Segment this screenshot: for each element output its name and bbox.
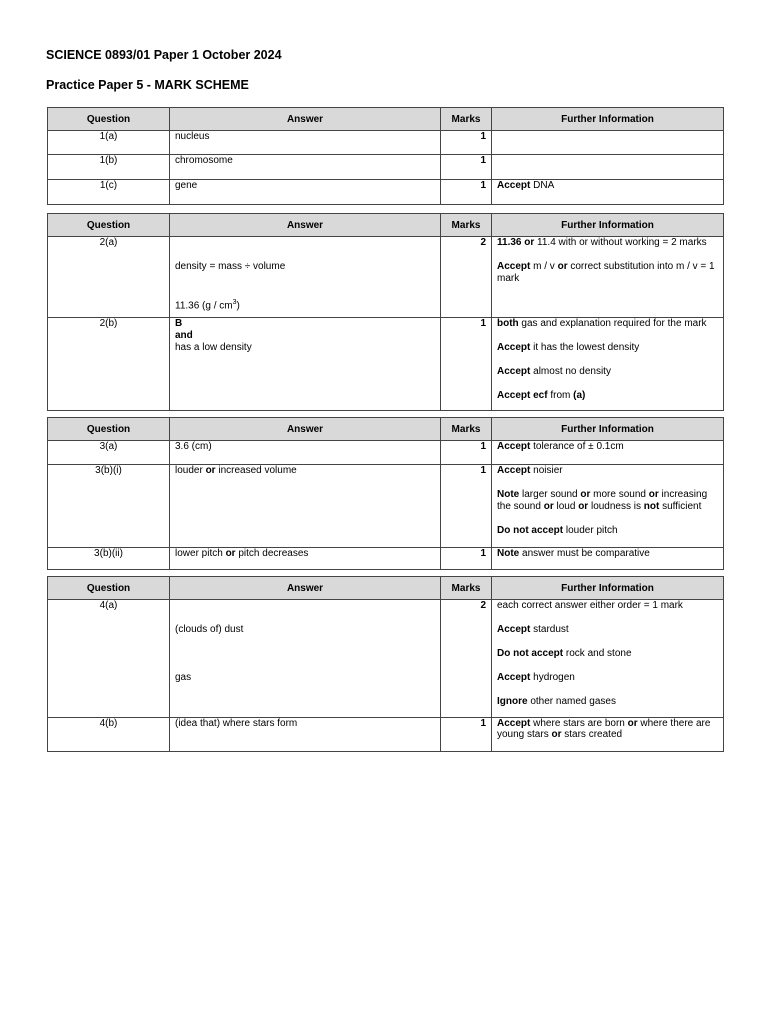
further-info-cell: Accept noisier Note larger sound or more sound or increasing the sound or loud or loudness is not sufficient Do not accept louder pitch (492, 465, 724, 548)
column-header-further-information: Further Information (492, 577, 724, 600)
column-header-marks: Marks (441, 577, 492, 600)
question-number: 4(b) (48, 718, 170, 752)
marks-cell: 1 (441, 180, 492, 205)
column-header-marks: Marks (441, 418, 492, 441)
marks-cell: 2 (441, 237, 492, 318)
marks-cell: 1 (441, 318, 492, 411)
table-header-row (48, 108, 724, 131)
mark-scheme-table-2 (47, 213, 724, 411)
further-info-cell: Accept where stars are born or where there are young stars or stars created (492, 718, 724, 752)
further-info-cell: Accept tolerance of ± 0.1cm (492, 441, 724, 465)
table-row (48, 180, 724, 205)
further-info-cell: 11.36 or 11.4 with or without working = 2 marks Accept m / v or correct substitution into m / v = 1 mark (492, 237, 724, 318)
question-number: 1(a) (48, 131, 170, 155)
answer-cell: B and has a low density (170, 318, 441, 411)
column-header-further-information: Further Information (492, 108, 724, 131)
table-row (48, 600, 724, 718)
marks-cell: 1 (441, 131, 492, 155)
mark-scheme-table-4 (47, 576, 724, 752)
table-header-row (48, 214, 724, 237)
column-header-question: Question (48, 214, 170, 237)
question-number: 4(a) (48, 600, 170, 718)
table-row (48, 441, 724, 465)
column-header-answer: Answer (170, 418, 441, 441)
further-info-cell (492, 155, 724, 180)
question-number: 1(c) (48, 180, 170, 205)
mark-scheme-table-1 (47, 107, 724, 205)
marks-cell: 1 (441, 718, 492, 752)
column-header-question: Question (48, 108, 170, 131)
column-header-question: Question (48, 577, 170, 600)
table-row (48, 548, 724, 570)
question-number: 3(b)(i) (48, 465, 170, 548)
answer-cell: louder or increased volume (170, 465, 441, 548)
question-number: 3(a) (48, 441, 170, 465)
further-info-cell: Accept DNA (492, 180, 724, 205)
marks-cell: 1 (441, 465, 492, 548)
answer-cell: gene (170, 180, 441, 205)
column-header-answer: Answer (170, 577, 441, 600)
table-row (48, 131, 724, 155)
further-info-cell (492, 131, 724, 155)
table-header-row (48, 577, 724, 600)
column-header-answer: Answer (170, 214, 441, 237)
answer-cell: (idea that) where stars form (170, 718, 441, 752)
page-subtitle: Practice Paper 5 - MARK SCHEME (46, 78, 249, 92)
column-header-answer: Answer (170, 108, 441, 131)
answer-cell: chromosome (170, 155, 441, 180)
column-header-marks: Marks (441, 108, 492, 131)
further-info-cell: each correct answer either order = 1 mark Accept stardust Do not accept rock and stone Accept hydrogen Ignore other named gases (492, 600, 724, 718)
question-number: 3(b)(ii) (48, 548, 170, 570)
table-row (48, 237, 724, 318)
answer-cell: nucleus (170, 131, 441, 155)
marks-cell: 1 (441, 155, 492, 180)
column-header-question: Question (48, 418, 170, 441)
column-header-further-information: Further Information (492, 418, 724, 441)
table-header-row (48, 418, 724, 441)
marks-cell: 2 (441, 600, 492, 718)
question-number: 2(b) (48, 318, 170, 411)
answer-cell: lower pitch or pitch decreases (170, 548, 441, 570)
page-title: SCIENCE 0893/01 Paper 1 October 2024 (46, 48, 282, 62)
mark-scheme-table-3 (47, 417, 724, 570)
answer-cell: 3.6 (cm) (170, 441, 441, 465)
table-row (48, 465, 724, 548)
table-row (48, 155, 724, 180)
answer-cell: (clouds of) dust gas (170, 600, 441, 718)
answer-cell: density = mass ÷ volume 11.36 $(g / cm^3)$ (170, 237, 441, 318)
marks-cell: 1 (441, 441, 492, 465)
further-info-cell: Note answer must be comparative (492, 548, 724, 570)
table-row (48, 318, 724, 411)
marks-cell: 1 (441, 548, 492, 570)
further-info-cell: both gas and explanation required for the mark Accept it has the lowest density Accept almost no density Accept ecf from (a) (492, 318, 724, 411)
column-header-further-information: Further Information (492, 214, 724, 237)
question-number: 2(a) (48, 237, 170, 318)
question-number: 1(b) (48, 155, 170, 180)
table-row (48, 718, 724, 752)
column-header-marks: Marks (441, 214, 492, 237)
